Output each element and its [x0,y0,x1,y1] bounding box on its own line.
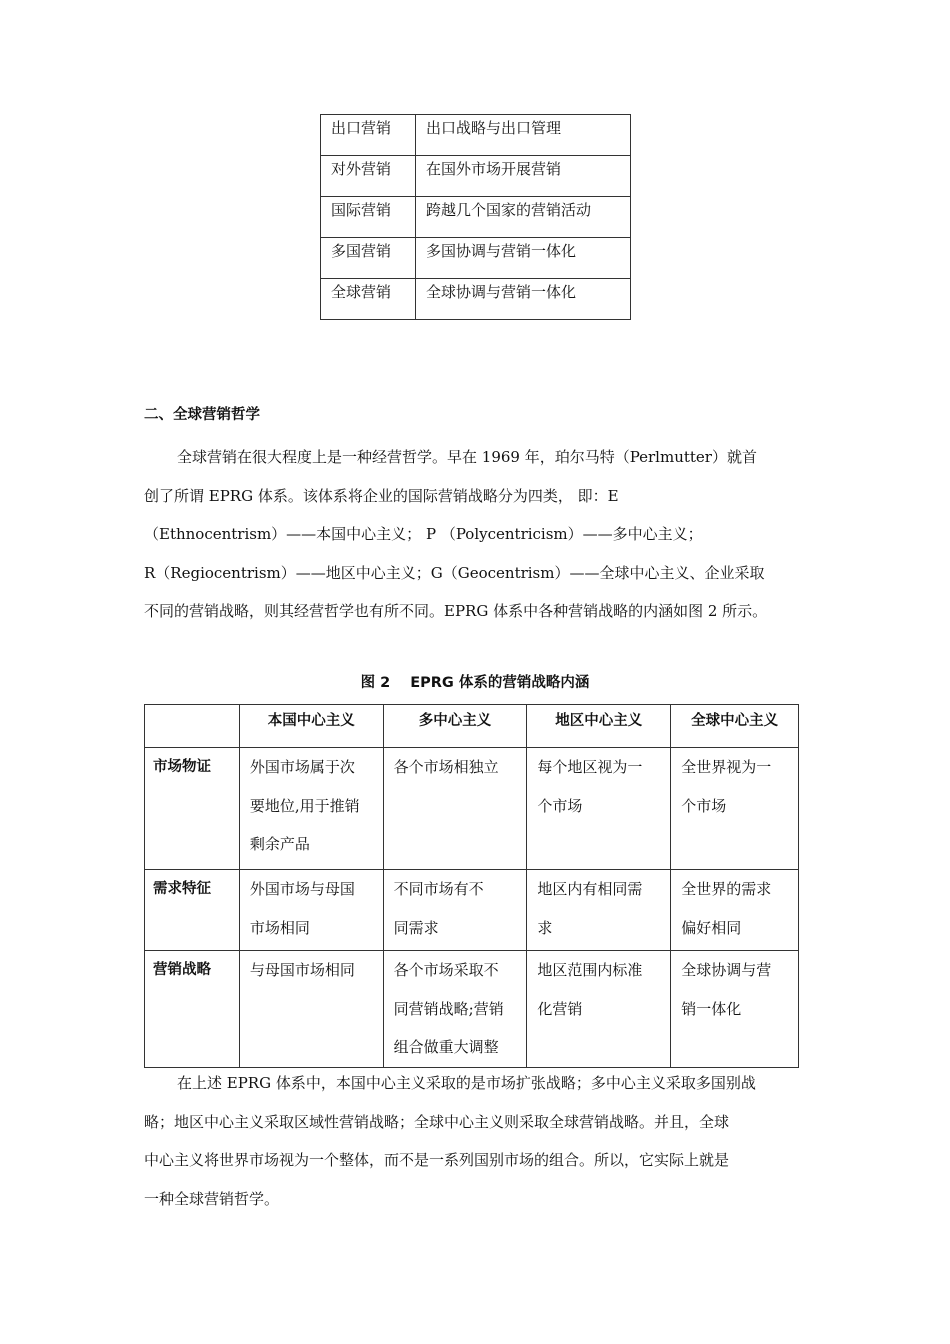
table-cell: 在国外市场开展营销 [416,156,631,197]
paragraph-line: 略；地区中心主义采取区域性营销战略；全球中心主义则采取全球营销战略。并且，全球 [144,1112,730,1131]
cell-line: 外国市场与母国 [249,880,355,898]
cell-line: 全世界的需求 [681,880,772,898]
cell-line: 个市场 [537,796,583,815]
cell-line: 地区范围内标准 [537,961,643,979]
cell-line: 与母国市场相同 [249,961,355,979]
table-row [145,951,799,1068]
paragraph-line: 全球营销在很大程度上是一种经营哲学。早在 1969 年，珀尔马特（Perlmutter）就首 [177,448,757,466]
table-cell: 多国协调与营销一体化 [416,238,631,279]
marketing-stages-table [320,114,631,320]
cell-line: 全球协调与营 [681,961,772,979]
cell-line: 全世界视为一 [681,758,772,776]
cell-line: 销一体化 [681,999,742,1018]
table-cell [527,748,671,870]
table-cell: 全球协调与营销一体化 [416,279,631,320]
table-header-cell [145,705,240,748]
cell-line: 同营销战略;营销 [393,999,504,1018]
cell-line: 求 [537,918,553,937]
table-row [321,156,631,197]
cell-line: 化营销 [537,999,583,1018]
cell-line: 剩余产品 [249,835,310,853]
paragraph-line: 不同的营销战略，则其经营哲学也有所不同。EPRG 体系中各种营销战略的内涵如图 2 所示。 [144,602,768,620]
paragraph-line: 中心主义将世界市场视为一个整体，而不是一系列国别市场的组合。所以，它实际上就是 [144,1151,730,1169]
figure-caption [0,671,950,692]
table-cell: 国际营销 [321,197,416,238]
table-row [321,115,631,156]
table-row [145,870,799,951]
cell-line: 每个地区视为一 [537,758,643,776]
table-header-cell: 多中心主义 [383,705,527,748]
table-cell [239,951,383,1068]
paragraph-line: 一种全球营销哲学。 [144,1189,280,1208]
eprg-strategy-table [144,704,799,1068]
table-header-cell: 本国中心主义 [239,705,383,748]
table-cell [383,870,527,951]
cell-line: 不同市场有不 [393,880,484,898]
table-row [321,279,631,320]
table-cell: 全球营销 [321,279,416,320]
cell-line: 组合做重大调整 [393,1038,499,1056]
table-cell [527,870,671,951]
table-cell [239,748,383,870]
table-header-cell: 全球中心主义 [671,705,799,748]
table-row [145,748,799,870]
cell-line: 市场相同 [249,918,310,937]
table-cell [671,748,799,870]
row-header: 营销战略 [145,951,240,1068]
table-row [321,197,631,238]
table-cell [239,870,383,951]
paragraph-line: R（Regiocentrism）——地区中心主义；G（Geocentrism）——全球中心主义、企业采取 [144,563,765,582]
table-row [321,238,631,279]
paragraph-line: 在上述 EPRG 体系中，本国中心主义采取的是市场扩张战略；多中心主义采取多国别战 [177,1074,756,1092]
figure-label: 图 2 [360,675,391,691]
figure-title: EPRG 体系的营销战略内涵 [410,675,590,691]
row-header: 需求特征 [145,870,240,951]
section-heading: 二、全球营销哲学 [144,407,260,423]
paragraph-eprg-intro [144,438,824,631]
table-cell: 多国营销 [321,238,416,279]
paragraph-line: 创了所谓 EPRG 体系。该体系将企业的国际营销战略分为四类， 即：E [144,486,619,505]
table-header-row [145,705,799,748]
cell-line: 各个市场相独立 [393,758,499,776]
cell-line: 偏好相同 [681,918,742,937]
table-cell [383,951,527,1068]
cell-line: 各个市场采取不 [393,961,499,979]
table-header-cell: 地区中心主义 [527,705,671,748]
table-cell: 对外营销 [321,156,416,197]
table-cell [671,870,799,951]
paragraph-line: （Ethnocentrism）——本国中心主义； P （Polycentricism）——多中心主义； [144,525,703,543]
cell-line: 同需求 [393,918,439,937]
table-cell [383,748,527,870]
paragraph-eprg-summary [144,1064,824,1218]
table-cell: 出口营销 [321,115,416,156]
cell-line: 要地位,用于推销 [249,796,360,815]
table-cell: 出口战略与出口管理 [416,115,631,156]
cell-line: 个市场 [681,796,727,815]
table-cell [527,951,671,1068]
cell-line: 地区内有相同需 [537,880,643,898]
cell-line: 外国市场属于次 [249,758,355,776]
row-header: 市场物证 [145,748,240,870]
table-cell [671,951,799,1068]
table-cell: 跨越几个国家的营销活动 [416,197,631,238]
